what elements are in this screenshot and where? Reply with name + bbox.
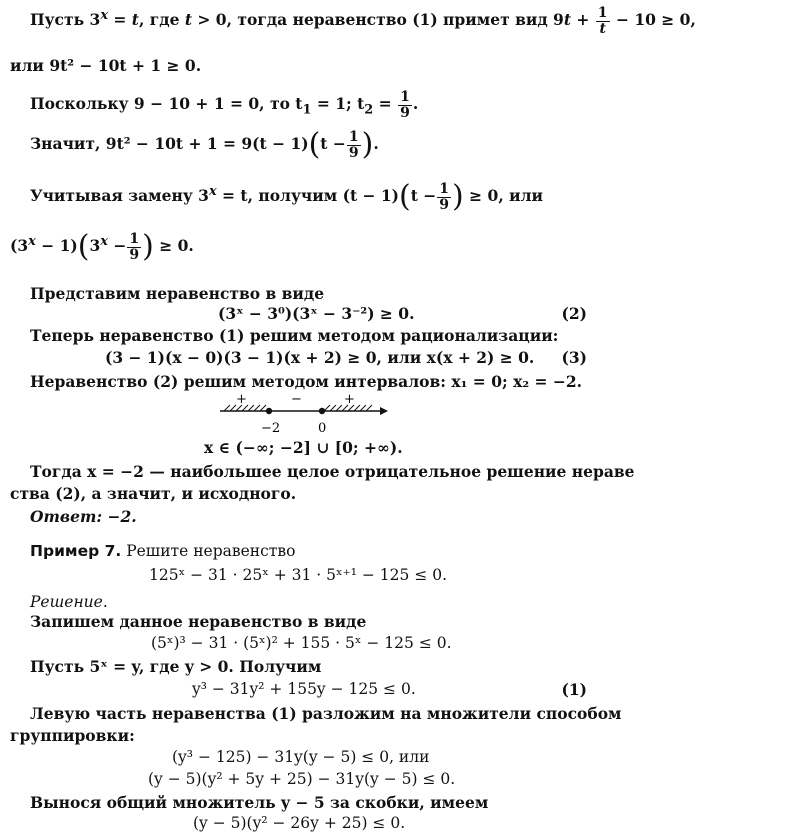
fraction-1-over-9: [127, 232, 141, 262]
text: − 10 ≥ 0,: [610, 10, 696, 30]
equation-3: [105, 348, 545, 367]
text-line-1: [30, 5, 696, 37]
text-line-13: [30, 462, 635, 481]
var: t: [131, 10, 139, 30]
text: +: [571, 10, 595, 30]
example-label: Пример 7.: [30, 542, 122, 560]
var: x: [28, 234, 36, 250]
text: Ответ: −2.: [30, 507, 137, 526]
text: Решение.: [30, 593, 108, 611]
paren: ): [142, 229, 154, 265]
text: y³ − 31y² + 155y − 125 ≤ 0.: [192, 680, 416, 698]
var: x: [100, 8, 109, 24]
text-line-4: [30, 127, 627, 163]
text: Учитывая замену 3: [30, 186, 209, 206]
sign-minus: −: [291, 392, 302, 407]
var: t: [184, 10, 193, 30]
text: Теперь неравенство (1) решим методом рационализации:: [30, 326, 559, 345]
text-line-21: [30, 657, 627, 676]
paren: ): [452, 179, 464, 215]
equation-grouping: [172, 748, 769, 766]
var: t: [563, 10, 572, 30]
text: Представим неравенство в виде: [30, 284, 325, 303]
text: − 1): [35, 236, 78, 256]
numerator: 1: [597, 5, 608, 21]
text-line-5: [30, 179, 627, 215]
numerator: 1: [400, 89, 410, 105]
denominator: 9: [129, 246, 140, 263]
denominator: 9: [348, 144, 359, 161]
text: = 1; t: [311, 94, 365, 114]
equation-2: [218, 304, 597, 323]
text: Пусть 3: [30, 10, 101, 30]
solution-set: [204, 438, 801, 457]
denominator: 9: [400, 104, 410, 121]
equation-rewritten: [151, 634, 748, 652]
var: x: [208, 184, 217, 200]
text-line-7: [30, 284, 627, 303]
fraction-1-over-9: [347, 130, 361, 160]
text: (5ˣ)³ − 31 · (5ˣ)² + 155 · 5ˣ − 125 ≤ 0.: [151, 634, 452, 652]
paren: (: [77, 229, 90, 265]
equation-number-1: (1): [561, 680, 587, 699]
text: Поскольку 9 − 10 + 1 = 0, то t: [30, 94, 303, 114]
example-7-heading: [30, 542, 627, 560]
equation-number-2: (2): [561, 304, 587, 323]
fraction-1-over-9: [437, 182, 451, 212]
text-line-27: [30, 793, 627, 812]
sign-plus-left: +: [236, 392, 247, 407]
text: Запишем данное неравенство в виде: [30, 612, 367, 631]
subscript: 1: [302, 102, 312, 118]
number-line-diagram: [220, 394, 390, 436]
text: .: [373, 134, 379, 154]
numerator: 1: [439, 181, 450, 197]
text: Пусть 5ˣ = y, где y > 0. Получим: [30, 657, 322, 676]
text: t −: [320, 134, 346, 154]
text: = t, получим (t − 1): [216, 186, 400, 206]
text-line-19: [30, 612, 627, 631]
point-0: [319, 408, 325, 414]
equation-factored: [193, 814, 790, 832]
text: ≥ 0.: [153, 236, 194, 256]
numerator: 1: [129, 231, 140, 247]
text: (y − 5)(y² + 5y + 25) − 31y(y − 5) ≤ 0.: [148, 770, 456, 788]
text: группировки:: [10, 726, 135, 745]
text-line-9: [30, 326, 627, 345]
text: Решите неравенство: [121, 542, 296, 560]
fraction-1-over-t: [596, 6, 610, 36]
text: (y − 5)(y² − 26y + 25) ≤ 0.: [193, 814, 406, 832]
fraction-1-over-9: [398, 90, 412, 120]
text: (3 − 1)(x − 0)(3 − 1)(x + 2) ≥ 0, или x(x + 2) ≥ 0.: [105, 348, 535, 367]
text: Неравенство (2) решим методом интервалов: x₁ = 0; x₂ = −2.: [30, 372, 583, 391]
text-line-2: [10, 56, 607, 75]
tick-label-minus-2: −2: [261, 421, 281, 436]
text: 3: [89, 236, 101, 256]
text-line-6: [10, 229, 607, 265]
text: , где: [138, 10, 185, 30]
equation-number-3: (3): [561, 348, 587, 367]
text: или 9t² − 10t + 1 ≥ 0.: [10, 56, 202, 75]
text: t −: [410, 186, 437, 206]
paren: ): [361, 127, 374, 163]
text: x ∈ (−∞; −2] ∪ [0; +∞).: [204, 438, 403, 457]
text: 125ˣ − 31 · 25ˣ + 31 · 5ˣ⁺¹ − 125 ≤ 0.: [149, 566, 448, 584]
text: −: [107, 236, 127, 256]
equation-1: [192, 680, 552, 698]
equation-grouping-2: [148, 770, 745, 788]
var: x: [100, 234, 108, 250]
text: .: [412, 94, 419, 114]
denominator: 9: [439, 196, 450, 213]
text: ства (2), а значит, и исходного.: [10, 484, 297, 503]
text: Левую часть неравенства (1) разложим на множители способом: [30, 704, 622, 723]
sign-plus-right: +: [344, 392, 355, 407]
paren: (: [399, 179, 411, 215]
numerator: 1: [348, 129, 359, 145]
text: (y³ − 125) − 31y(y − 5) ≤ 0, или: [172, 748, 430, 766]
text: ≥ 0, или: [463, 186, 544, 206]
text: =: [373, 94, 398, 114]
text: (3ˣ − 3⁰)(3ˣ − 3⁻²) ≥ 0.: [218, 304, 415, 323]
arrow-head-icon: [380, 407, 388, 415]
text: Вынося общий множитель y − 5 за скобки, имеем: [30, 793, 489, 812]
text: Тогда x = −2 — наибольшее целое отрицательное решение нераве: [30, 462, 635, 481]
subscript: 2: [364, 102, 374, 118]
text: > 0, тогда неравенство (1) примет вид 9: [192, 10, 564, 30]
paren: (: [308, 127, 321, 163]
text-line-3: [30, 90, 627, 120]
denominator: t: [599, 20, 606, 37]
tick-label-0: 0: [318, 421, 327, 436]
text-line-23: [30, 704, 627, 723]
solution-heading: [30, 593, 627, 611]
text: =: [108, 10, 132, 30]
text: Значит, 9t² − 10t + 1 = 9(t − 1): [30, 134, 309, 154]
text-line-14: [10, 484, 607, 503]
point-minus-2: [266, 408, 272, 414]
text-line-11: [30, 372, 627, 391]
text: (3: [10, 236, 29, 256]
answer-line: [30, 507, 627, 526]
text-line-24: [10, 726, 607, 745]
example-7-inequality: [149, 566, 746, 584]
